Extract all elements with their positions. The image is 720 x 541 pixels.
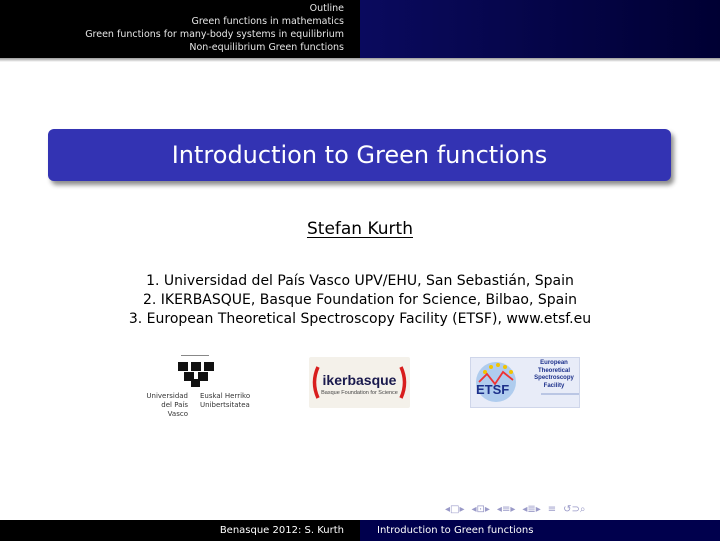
footer-title: Introduction to Green functions [360, 520, 720, 541]
etsf-name-4: Facility [543, 382, 565, 389]
navigation-symbols [445, 504, 586, 515]
upv-name-es-1: Universidad [146, 392, 188, 400]
headline-shadow [0, 58, 720, 62]
author-name[interactable]: Stefan Kurth [306, 219, 413, 239]
footline [0, 520, 720, 541]
section-link-outline[interactable]: Outline [309, 3, 344, 14]
footer-author: Benasque 2012: S. Kurth [0, 520, 360, 541]
headline-right-panel [360, 0, 720, 58]
section-navigation [0, 0, 360, 58]
section-link-mathematics[interactable]: Green functions in mathematics [191, 16, 344, 27]
affiliation-1: 1. Universidad del País Vasco UPV/EHU, San Sebastián, Spain [146, 273, 574, 289]
nav-search-icon[interactable]: ↺⊃⌕ [563, 504, 586, 515]
etsf-name-1: European [540, 360, 568, 366]
etsf-acronym: ETSF [476, 382, 510, 397]
nav-align-icon[interactable]: ≡ [547, 504, 557, 515]
section-link-non-equilibrium[interactable]: Non-equilibrium Green functions [189, 42, 344, 53]
title-box [48, 129, 671, 181]
upv-name-eu-1: Euskal Herriko [200, 392, 251, 400]
nav-frame-prev-icon[interactable]: ◂□▸ [445, 504, 465, 515]
etsf-name-2: Theoretical [537, 367, 570, 374]
etsf-logo [470, 357, 580, 408]
ikerbasque-logo [309, 357, 410, 408]
author-block [0, 219, 720, 239]
nav-subsection-icon[interactable]: ◂≡▸ [496, 504, 516, 515]
section-link-equilibrium[interactable]: Green functions for many-body systems in equilibrium [85, 29, 344, 40]
etsf-name-3: Spectroscopy [534, 375, 574, 381]
ikerbasque-name: ikerbasque [322, 372, 397, 388]
slide-title: Introduction to Green functions [171, 141, 548, 169]
headline-bar [0, 0, 720, 58]
upv-name-es-2: del País Vasco [161, 401, 188, 418]
upv-name-eu-2: Unibertsitatea [200, 401, 250, 409]
nav-frame-next-icon[interactable]: ◂⊡▸ [471, 504, 490, 515]
affiliation-3: 3. European Theoretical Spectroscopy Facility (ETSF), www.etsf.eu [128, 311, 592, 327]
affiliations [0, 272, 720, 329]
affiliation-2: 2. IKERBASQUE, Basque Foundation for Science, Bilbao, Spain [143, 292, 577, 308]
ikerbasque-tagline: Basque Foundation for Science [321, 390, 398, 396]
nav-section-icon[interactable]: ◂≣▸ [522, 504, 541, 515]
upv-ehu-logo [136, 355, 252, 425]
upv-emblem-icon [136, 355, 252, 387]
